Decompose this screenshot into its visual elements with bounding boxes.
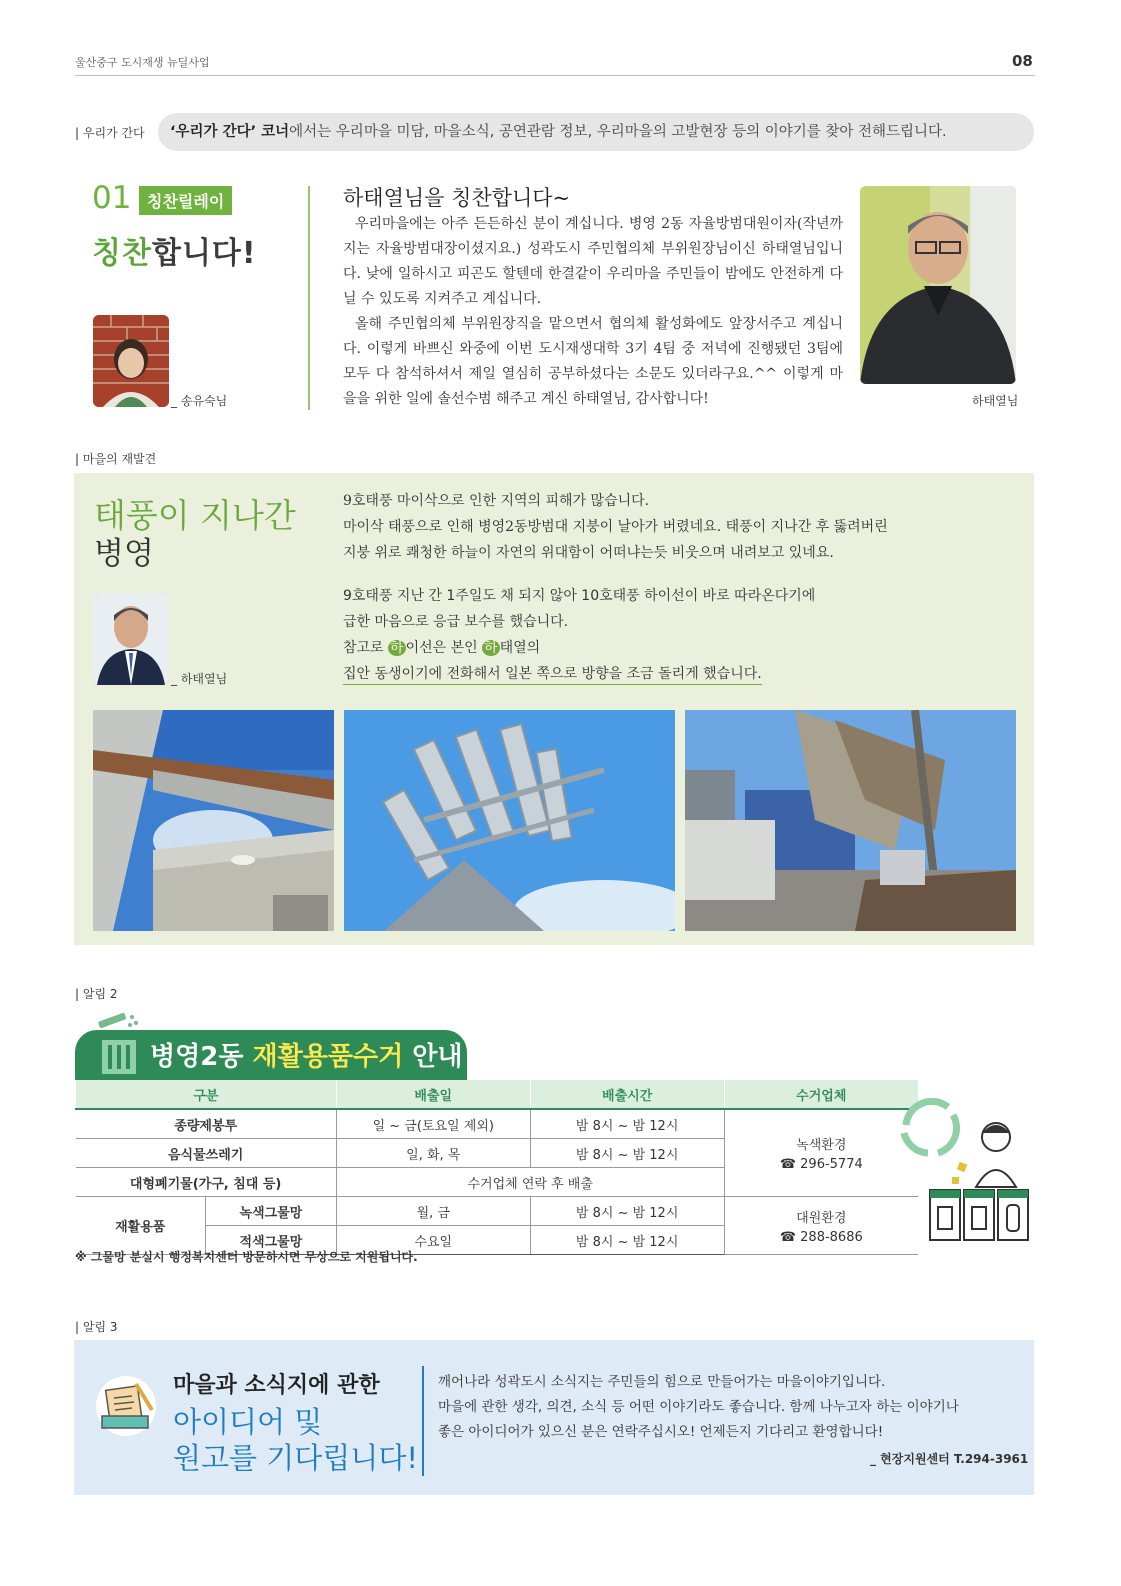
col-header-category: 구분	[76, 1080, 337, 1109]
section-tag: 칭찬릴레이	[139, 186, 232, 215]
banner-text-yellow: 재활용품수거	[252, 1042, 404, 1072]
page-number: 08	[1012, 52, 1033, 70]
idea-body-line2: 마을에 관한 생각, 의견, 소식 등 어떤 이야기라도 좋습니다. 함께 나누고자 하는 이야기나	[438, 1399, 959, 1415]
banner-text-white-2: 안내	[403, 1042, 463, 1072]
subject-caption: 하태열님	[972, 394, 1019, 408]
praise-heading-green: 칭찬	[92, 236, 152, 271]
intro-bold: ‘우리가 간다’ 코너	[170, 124, 290, 140]
table-row	[76, 1109, 919, 1139]
cell-category: 재활용품	[76, 1197, 206, 1255]
cell-category: 종량제봉투	[76, 1109, 337, 1139]
praise-paragraph-1: 우리마을에는 아주 든든하신 분이 계십니다. 병영 2동 자율방범대원이자(작년까지는 자율방범대장이셨지요.) 성곽도시 주민협의체 부위원장님이신 하태열님입니다. 낮에 일하시고 피곤도 할텐데 한결같이 우리마을 주민들이 밤에도 안전하게 다닐 수 있도록 지켜주고 계십니다.	[343, 216, 843, 307]
antenna-tower-photo	[344, 710, 675, 931]
section-label-3: | 알림 2	[75, 985, 118, 1002]
table-header-row	[76, 1080, 919, 1109]
collapsed-roof-photo	[685, 710, 1016, 931]
header-divider	[75, 75, 1035, 76]
typhoon-body-1-line2: 마이삭 태풍으로 인해 병영2동방범대 지붕이 날아가 버렸네요. 태풍이 지나간 후 뚫려버린	[343, 519, 888, 535]
body-text: 태열의	[499, 640, 541, 656]
table-row	[76, 1197, 919, 1226]
section-number: 01	[92, 180, 132, 216]
typhoon-writer-caption: _ 하태열님	[171, 672, 228, 686]
praise-heading-dark: 합니다!	[151, 236, 257, 271]
idea-title-line1: 마을과 소식지에 관한	[173, 1373, 380, 1398]
typhoon-body-2-line3	[343, 635, 943, 661]
typhoon-title-line1: 태풍이 지나간	[94, 496, 296, 535]
cell-subcategory: 적색그물망	[205, 1226, 336, 1255]
praise-heading	[92, 228, 257, 272]
idea-body-line3: 좋은 아이디어가 있으신 분은 연락주십시오! 언제든지 기다리고 환영합니다!	[438, 1424, 884, 1440]
cell-day: 일 ~ 금(토요일 제외)	[336, 1109, 530, 1139]
cell-company-1	[724, 1109, 918, 1197]
typhoon-body-2-line4	[343, 661, 943, 687]
idea-title-line3: 원고를 기다립니다!	[173, 1441, 418, 1475]
typhoon-body-1-line1: 9호태풍 마이삭으로 인한 지역의 피해가 많습니다.	[343, 493, 650, 509]
section-label-1: | 우리가 간다	[75, 124, 145, 141]
praise-paragraph-2: 올해 주민협의체 부위원장직을 맡으면서 협의체 활성화에도 앞장서주고 계십니다. 이렇게 바쁘신 와중에 이번 도시재생대학 3기 4팀 중 저녁에 진행됐던 3팀에 모두 다 참석하셔서 제일 열심히 공부하셨다는 소문도 있더라구요.^^ 이렇게 마을을 위한 일에 솔선수범 해주고 계신 하태열님, 감사합니다!	[343, 316, 843, 407]
cell-time: 밤 8시 ~ 밤 12시	[530, 1226, 724, 1255]
typhoon-title-line2: 병영	[94, 536, 154, 572]
idea-contact: _ 현장지원센터 T.294-3961	[870, 1452, 1029, 1466]
praise-body	[343, 212, 843, 412]
underlined-text: 집안 동생이기에 전화해서 일본 쪽으로 방향을 조금 돌리게 했습니다.	[343, 666, 762, 685]
subject-photo	[860, 186, 1016, 384]
company-2-name: 대원환경	[796, 1210, 847, 1226]
recycling-banner-title	[150, 1036, 463, 1073]
idea-title-line2: 아이디어 및	[173, 1405, 323, 1439]
section-label-4: | 알림 3	[75, 1318, 118, 1335]
table-footnote: ※ 그물망 분실시 행정복지센터 방문하시면 무상으로 지원됩니다.	[75, 1250, 418, 1264]
body-text: 참고로	[343, 640, 389, 656]
writer-photo	[93, 315, 169, 407]
body-text: 이선은 본인	[405, 640, 483, 656]
highlight-ha-2: 하	[484, 640, 498, 656]
col-header-company: 수거업체	[724, 1080, 918, 1109]
damaged-roof-photo	[93, 710, 334, 931]
idea-divider	[422, 1366, 424, 1476]
recycling-person-illustration	[898, 1095, 1034, 1245]
col-header-day: 배출일	[336, 1080, 530, 1109]
intro-text: 에서는 우리마을 미담, 마을소식, 공연관람 정보, 우리마을의 고발현장 등의 이야기를 찾아 전해드립니다.	[289, 124, 947, 140]
company-2-phone: ☎ 288-8686	[779, 1229, 863, 1245]
typhoon-body-2	[343, 583, 943, 687]
banner-text-white: 병영2동	[150, 1042, 253, 1072]
intro-banner	[158, 113, 1034, 151]
typhoon-body-2-line1: 9호태풍 지난 간 1주일도 채 되지 않아 10호태풍 하이선이 바로 따라온다기에	[343, 588, 816, 604]
cell-day: 일, 화, 목	[336, 1139, 530, 1168]
cell-time: 밤 8시 ~ 밤 12시	[530, 1109, 724, 1139]
praise-divider	[308, 186, 310, 410]
cell-day: 월, 금	[336, 1197, 530, 1226]
cell-day: 수요일	[336, 1226, 530, 1255]
section-label-2: | 마을의 재발견	[75, 450, 156, 467]
cell-category: 대형폐기물(가구, 침대 등)	[76, 1168, 337, 1197]
cell-time: 밤 8시 ~ 밤 12시	[530, 1197, 724, 1226]
col-header-time: 배출시간	[530, 1080, 724, 1109]
cell-company-2	[724, 1197, 918, 1255]
writer-caption: _ 송유숙님	[171, 394, 228, 408]
typhoon-writer-photo	[93, 593, 169, 685]
typhoon-body-1-line3: 지붕 위로 쾌청한 하늘이 자연의 위대함이 어떠냐는듯 비웃으며 내려보고 있네요.	[343, 545, 834, 561]
cell-category: 음식물쓰레기	[76, 1139, 337, 1168]
document-icon	[92, 1376, 164, 1436]
cell-subcategory: 녹색그물망	[205, 1197, 336, 1226]
cell-merged: 수거업체 연락 후 배출	[336, 1168, 724, 1197]
company-1-name: 녹색환경	[796, 1138, 847, 1153]
typhoon-body-1	[343, 488, 943, 566]
idea-body-line1: 깨어나라 성곽도시 소식지는 주민들의 힘으로 만들어가는 마을이야기입니다.	[438, 1374, 886, 1390]
typhoon-body-2-line2: 급한 마음으로 응급 보수를 했습니다.	[343, 614, 569, 630]
company-1-phone: ☎ 296-5774	[779, 1157, 863, 1172]
highlight-ha-1: 하	[390, 640, 404, 656]
idea-body	[438, 1370, 959, 1445]
publication-title: 울산중구 도시재생 뉴딜사업	[75, 56, 210, 69]
recycling-schedule-table	[75, 1080, 918, 1255]
cell-time: 밤 8시 ~ 밤 12시	[530, 1139, 724, 1168]
trash-can-icon	[100, 1040, 138, 1074]
praise-title: 하태열님을 칭찬합니다~	[343, 186, 571, 210]
trash-lid-icon	[96, 1005, 140, 1033]
